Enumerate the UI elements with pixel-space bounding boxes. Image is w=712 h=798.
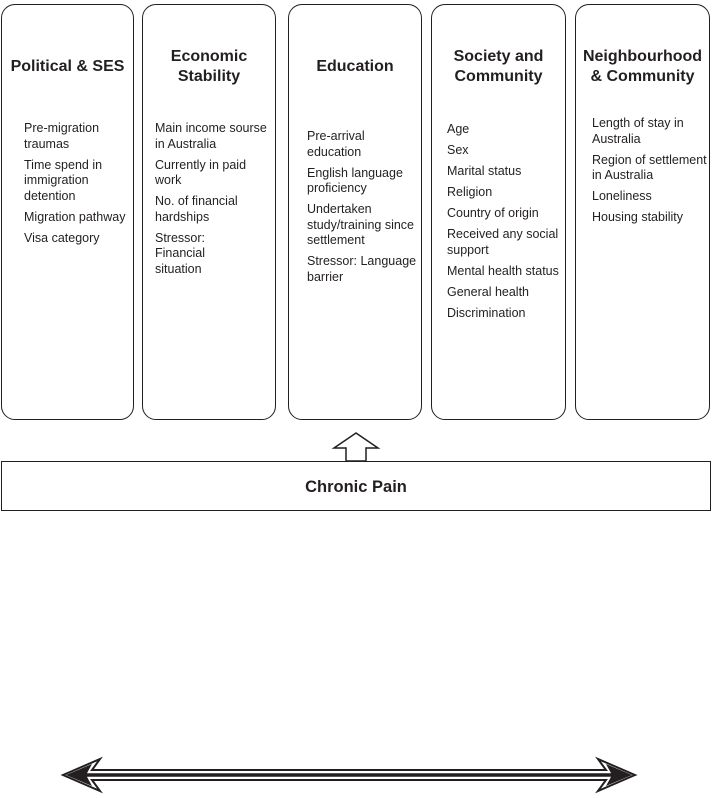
list-item: Received any social support — [447, 227, 559, 257]
column-title: Neighbourhood & Community — [582, 48, 703, 85]
chronic-pain-box — [1, 461, 711, 511]
column-title: Society and Community — [453, 48, 544, 85]
column-title: Economic Stability — [170, 48, 248, 85]
list-item: Discrimination — [447, 305, 526, 320]
item-list — [447, 122, 563, 327]
column-society-community — [431, 4, 566, 420]
list-item: General health — [447, 284, 530, 299]
column-title: Political & SES — [10, 58, 125, 75]
list-item: Age — [447, 122, 470, 136]
list-item: Marital status — [447, 164, 522, 178]
chronic-pain-label: Chronic Pain — [305, 478, 407, 496]
up-arrow-icon — [332, 432, 380, 462]
list-item: Visa category — [24, 230, 100, 245]
list-item: Religion — [447, 185, 493, 199]
column-political-ses — [1, 4, 134, 420]
list-item: Sex — [447, 143, 469, 157]
list-item: Mental health status — [447, 263, 559, 278]
list-item: Time spend in immigration detention — [24, 157, 103, 203]
list-item: Country of origin — [447, 206, 539, 220]
list-item: Stressor: Financial situation — [155, 230, 206, 276]
list-item: Pre-arrival education — [307, 129, 365, 159]
double-headed-arrow-icon — [62, 758, 636, 792]
list-item: Migration pathway — [24, 209, 126, 224]
column-title: Education — [316, 58, 394, 75]
list-item: Currently in paid work — [155, 157, 247, 187]
list-item: No. of financial hardships — [155, 194, 238, 224]
column-economic-stability — [142, 4, 276, 420]
list-item: Housing stability — [592, 210, 684, 224]
item-list — [24, 121, 130, 252]
list-item: English language proficiency — [307, 165, 403, 195]
list-item: Length of stay in Australia — [592, 116, 684, 146]
column-education — [288, 4, 422, 420]
list-item: Loneliness — [592, 189, 652, 203]
list-item: Main income sourse in Australia — [155, 121, 267, 151]
list-item: Undertaken study/training since settlement — [307, 202, 415, 247]
list-item: Region of settlement in Australia — [592, 152, 707, 182]
list-item: Pre-migration traumas — [24, 121, 100, 151]
list-item: Stressor: Language barrier — [307, 254, 417, 284]
item-list — [307, 129, 419, 291]
column-neighbourhood-community — [575, 4, 710, 420]
item-list — [592, 116, 708, 231]
item-list — [155, 121, 273, 283]
